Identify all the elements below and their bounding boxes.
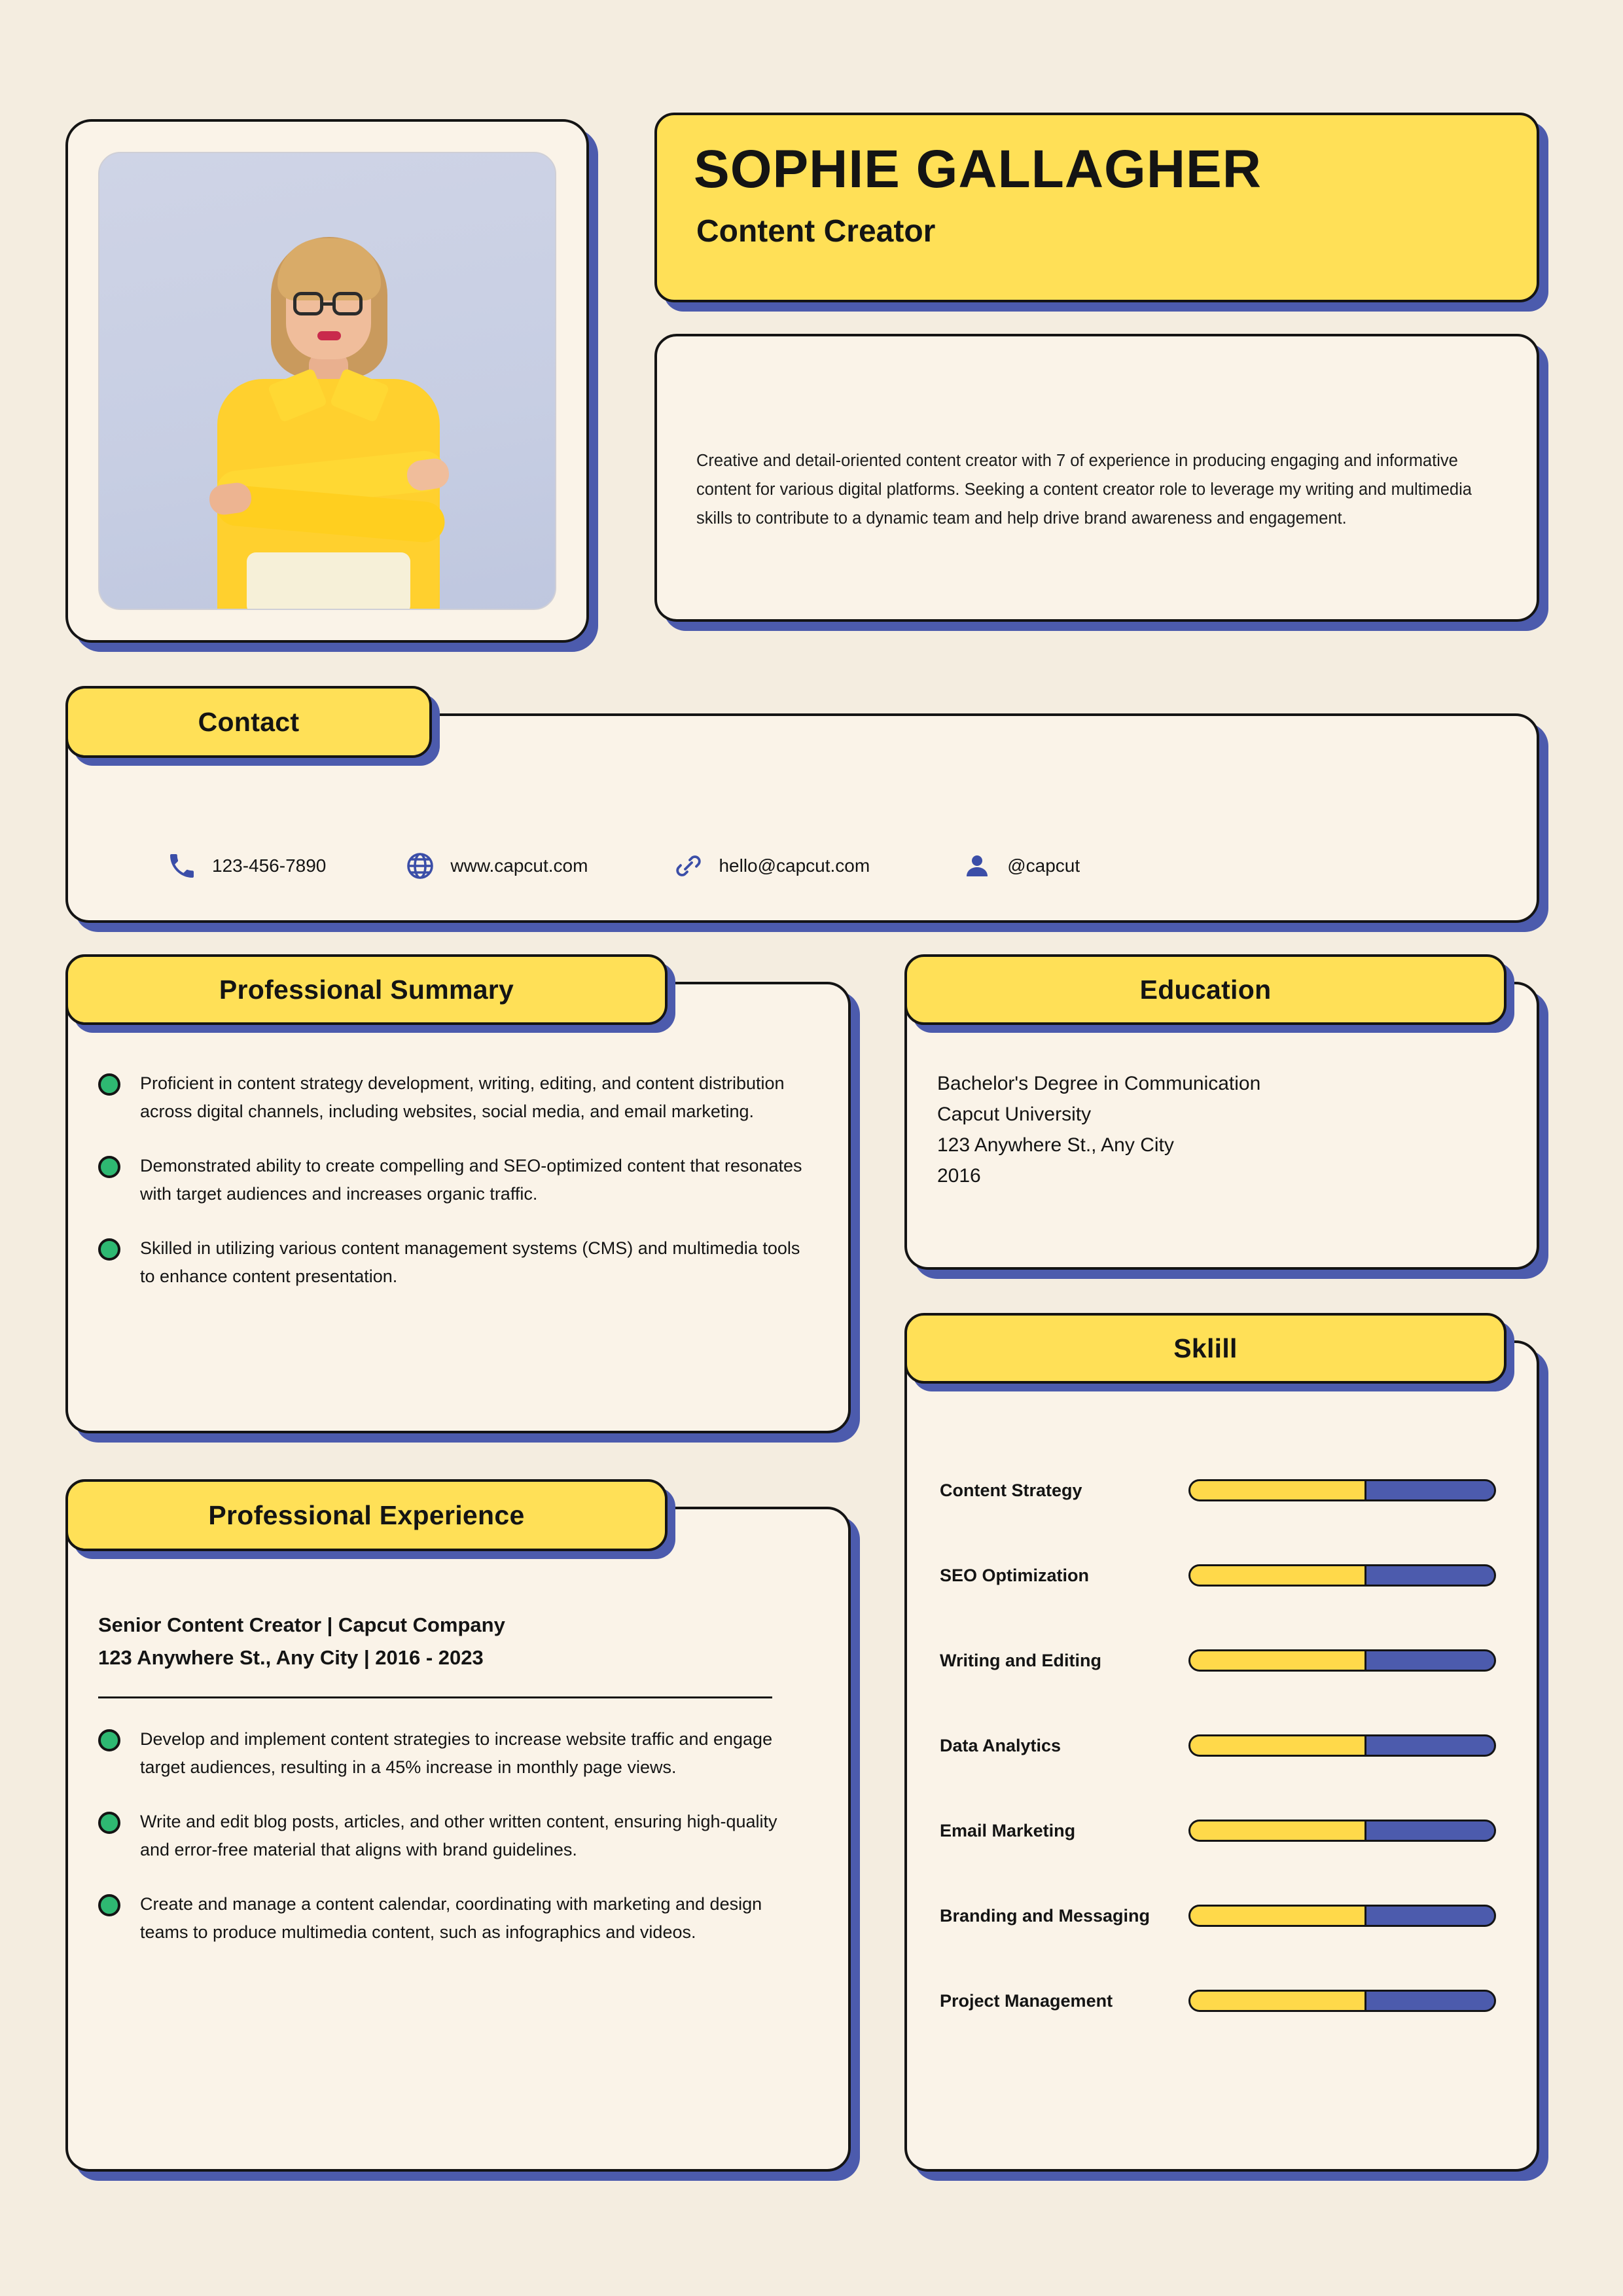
skill-progress-fill — [1190, 1907, 1366, 1925]
professional-summary-list — [98, 1069, 805, 1317]
experience-list — [98, 1725, 805, 1973]
bullet-dot-icon — [98, 1729, 120, 1751]
skill-row — [940, 1448, 1516, 1533]
bullet-dot-icon — [98, 1156, 120, 1178]
skill-progress-bar — [1188, 1564, 1496, 1587]
education-school: Capcut University — [937, 1103, 1092, 1125]
contact-handle-value: @capcut — [1007, 855, 1080, 876]
profile-summary-text: Creative and detail-oriented content creator with 7 of experience in producing engaging and informative content for various digital platforms. Seeking a content creator role to leverage my writing and multimedia skills to contribute to a dynamic team and help drive brand awareness and engagement. — [696, 452, 1472, 528]
profile-photo — [98, 152, 556, 610]
contact-title-text: Contact — [198, 706, 300, 737]
skill-label: Project Management — [940, 1990, 1113, 2011]
contact-email-value: hello@capcut.com — [719, 855, 870, 876]
skills-title-text: Sklill — [1173, 1333, 1238, 1363]
skills-title — [904, 1313, 1507, 1384]
experience-job-block — [98, 1609, 505, 1674]
professional-summary-title-text: Professional Summary — [219, 974, 514, 1005]
skill-progress-bar — [1188, 1905, 1496, 1927]
experience-job-meta: 123 Anywhere St., Any City | 2016 - 2023 — [98, 1646, 484, 1669]
skill-progress-bar — [1188, 1990, 1496, 2012]
education-details — [937, 1068, 1260, 1191]
education-year: 2016 — [937, 1165, 981, 1187]
contact-website-value: www.capcut.com — [450, 855, 588, 876]
skill-row — [940, 1788, 1516, 1873]
skill-row — [940, 1958, 1516, 2043]
link-icon — [673, 850, 704, 882]
contact-phone-value: 123-456-7890 — [212, 855, 327, 876]
skill-progress-fill — [1190, 1651, 1366, 1670]
list-item: Write and edit blog posts, articles, and other written content, ensuring high-quality and error-free material that aligns with brand guidelines. — [98, 1808, 805, 1864]
professional-experience-card — [65, 1507, 851, 2172]
skills-list — [940, 1448, 1516, 2043]
list-item: Demonstrated ability to create compelling and SEO-optimized content that resonates with target audiences and increases organic traffic. — [98, 1152, 805, 1208]
skill-label: Email Marketing — [940, 1820, 1076, 1840]
education-title — [904, 954, 1507, 1025]
skill-progress-bar — [1188, 1820, 1496, 1842]
contact-website[interactable] — [404, 850, 588, 882]
skill-row — [940, 1618, 1516, 1703]
job-role: Content Creator — [696, 214, 936, 249]
professional-experience-title-text: Professional Experience — [208, 1499, 525, 1530]
skill-progress-bar — [1188, 1734, 1496, 1757]
skill-progress-fill — [1190, 1821, 1366, 1840]
divider — [98, 1696, 772, 1698]
photo-card — [65, 119, 589, 643]
name-banner — [654, 113, 1539, 302]
skill-label: Content Strategy — [940, 1480, 1082, 1500]
education-degree: Bachelor's Degree in Communication — [937, 1073, 1261, 1094]
professional-summary-title — [65, 954, 668, 1025]
bullet-dot-icon — [98, 1238, 120, 1261]
skill-row — [940, 1703, 1516, 1788]
education-address: 123 Anywhere St., Any City — [937, 1134, 1174, 1156]
list-item: Skilled in utilizing various content management systems (CMS) and multimedia tools to enhance content presentation. — [98, 1234, 805, 1291]
skill-label: Writing and Editing — [940, 1650, 1101, 1670]
skills-card — [904, 1340, 1539, 2172]
bullet-dot-icon — [98, 1073, 120, 1096]
skill-progress-fill — [1190, 1736, 1366, 1755]
skill-progress-fill — [1190, 1481, 1366, 1499]
list-item: Create and manage a content calendar, coordinating with marketing and design teams to produce multimedia content, such as infographics and videos. — [98, 1890, 805, 1946]
experience-job-title: Senior Content Creator | Capcut Company — [98, 1613, 505, 1636]
skill-progress-bar — [1188, 1479, 1496, 1501]
list-item: Proficient in content strategy development, writing, editing, and content distribution across digital channels, including websites, social media, and email marketing. — [98, 1069, 805, 1126]
skill-label: SEO Optimization — [940, 1565, 1090, 1585]
education-title-text: Education — [1139, 974, 1272, 1005]
skill-progress-fill — [1190, 1992, 1366, 2010]
contact-phone[interactable] — [166, 850, 326, 882]
bullet-dot-icon — [98, 1812, 120, 1834]
skill-label: Data Analytics — [940, 1735, 1061, 1755]
person-icon — [961, 850, 993, 882]
list-item: Develop and implement content strategies to increase website traffic and engage target audiences, resulting in a 45% increase in monthly page views. — [98, 1725, 805, 1782]
skill-row — [940, 1533, 1516, 1618]
globe-icon — [404, 850, 436, 882]
profile-summary-card — [654, 334, 1539, 622]
professional-experience-title — [65, 1479, 668, 1551]
page-title: SOPHIE GALLAGHER — [694, 139, 1262, 199]
skill-row — [940, 1873, 1516, 1958]
education-card — [904, 982, 1539, 1270]
skill-label: Branding and Messaging — [940, 1905, 1150, 1926]
contact-section-title — [65, 686, 432, 758]
contact-email[interactable] — [673, 850, 870, 882]
phone-icon — [166, 850, 198, 882]
professional-summary-card — [65, 982, 851, 1433]
contact-handle[interactable] — [961, 850, 1080, 882]
skill-progress-fill — [1190, 1566, 1366, 1585]
bullet-dot-icon — [98, 1894, 120, 1916]
skill-progress-bar — [1188, 1649, 1496, 1672]
